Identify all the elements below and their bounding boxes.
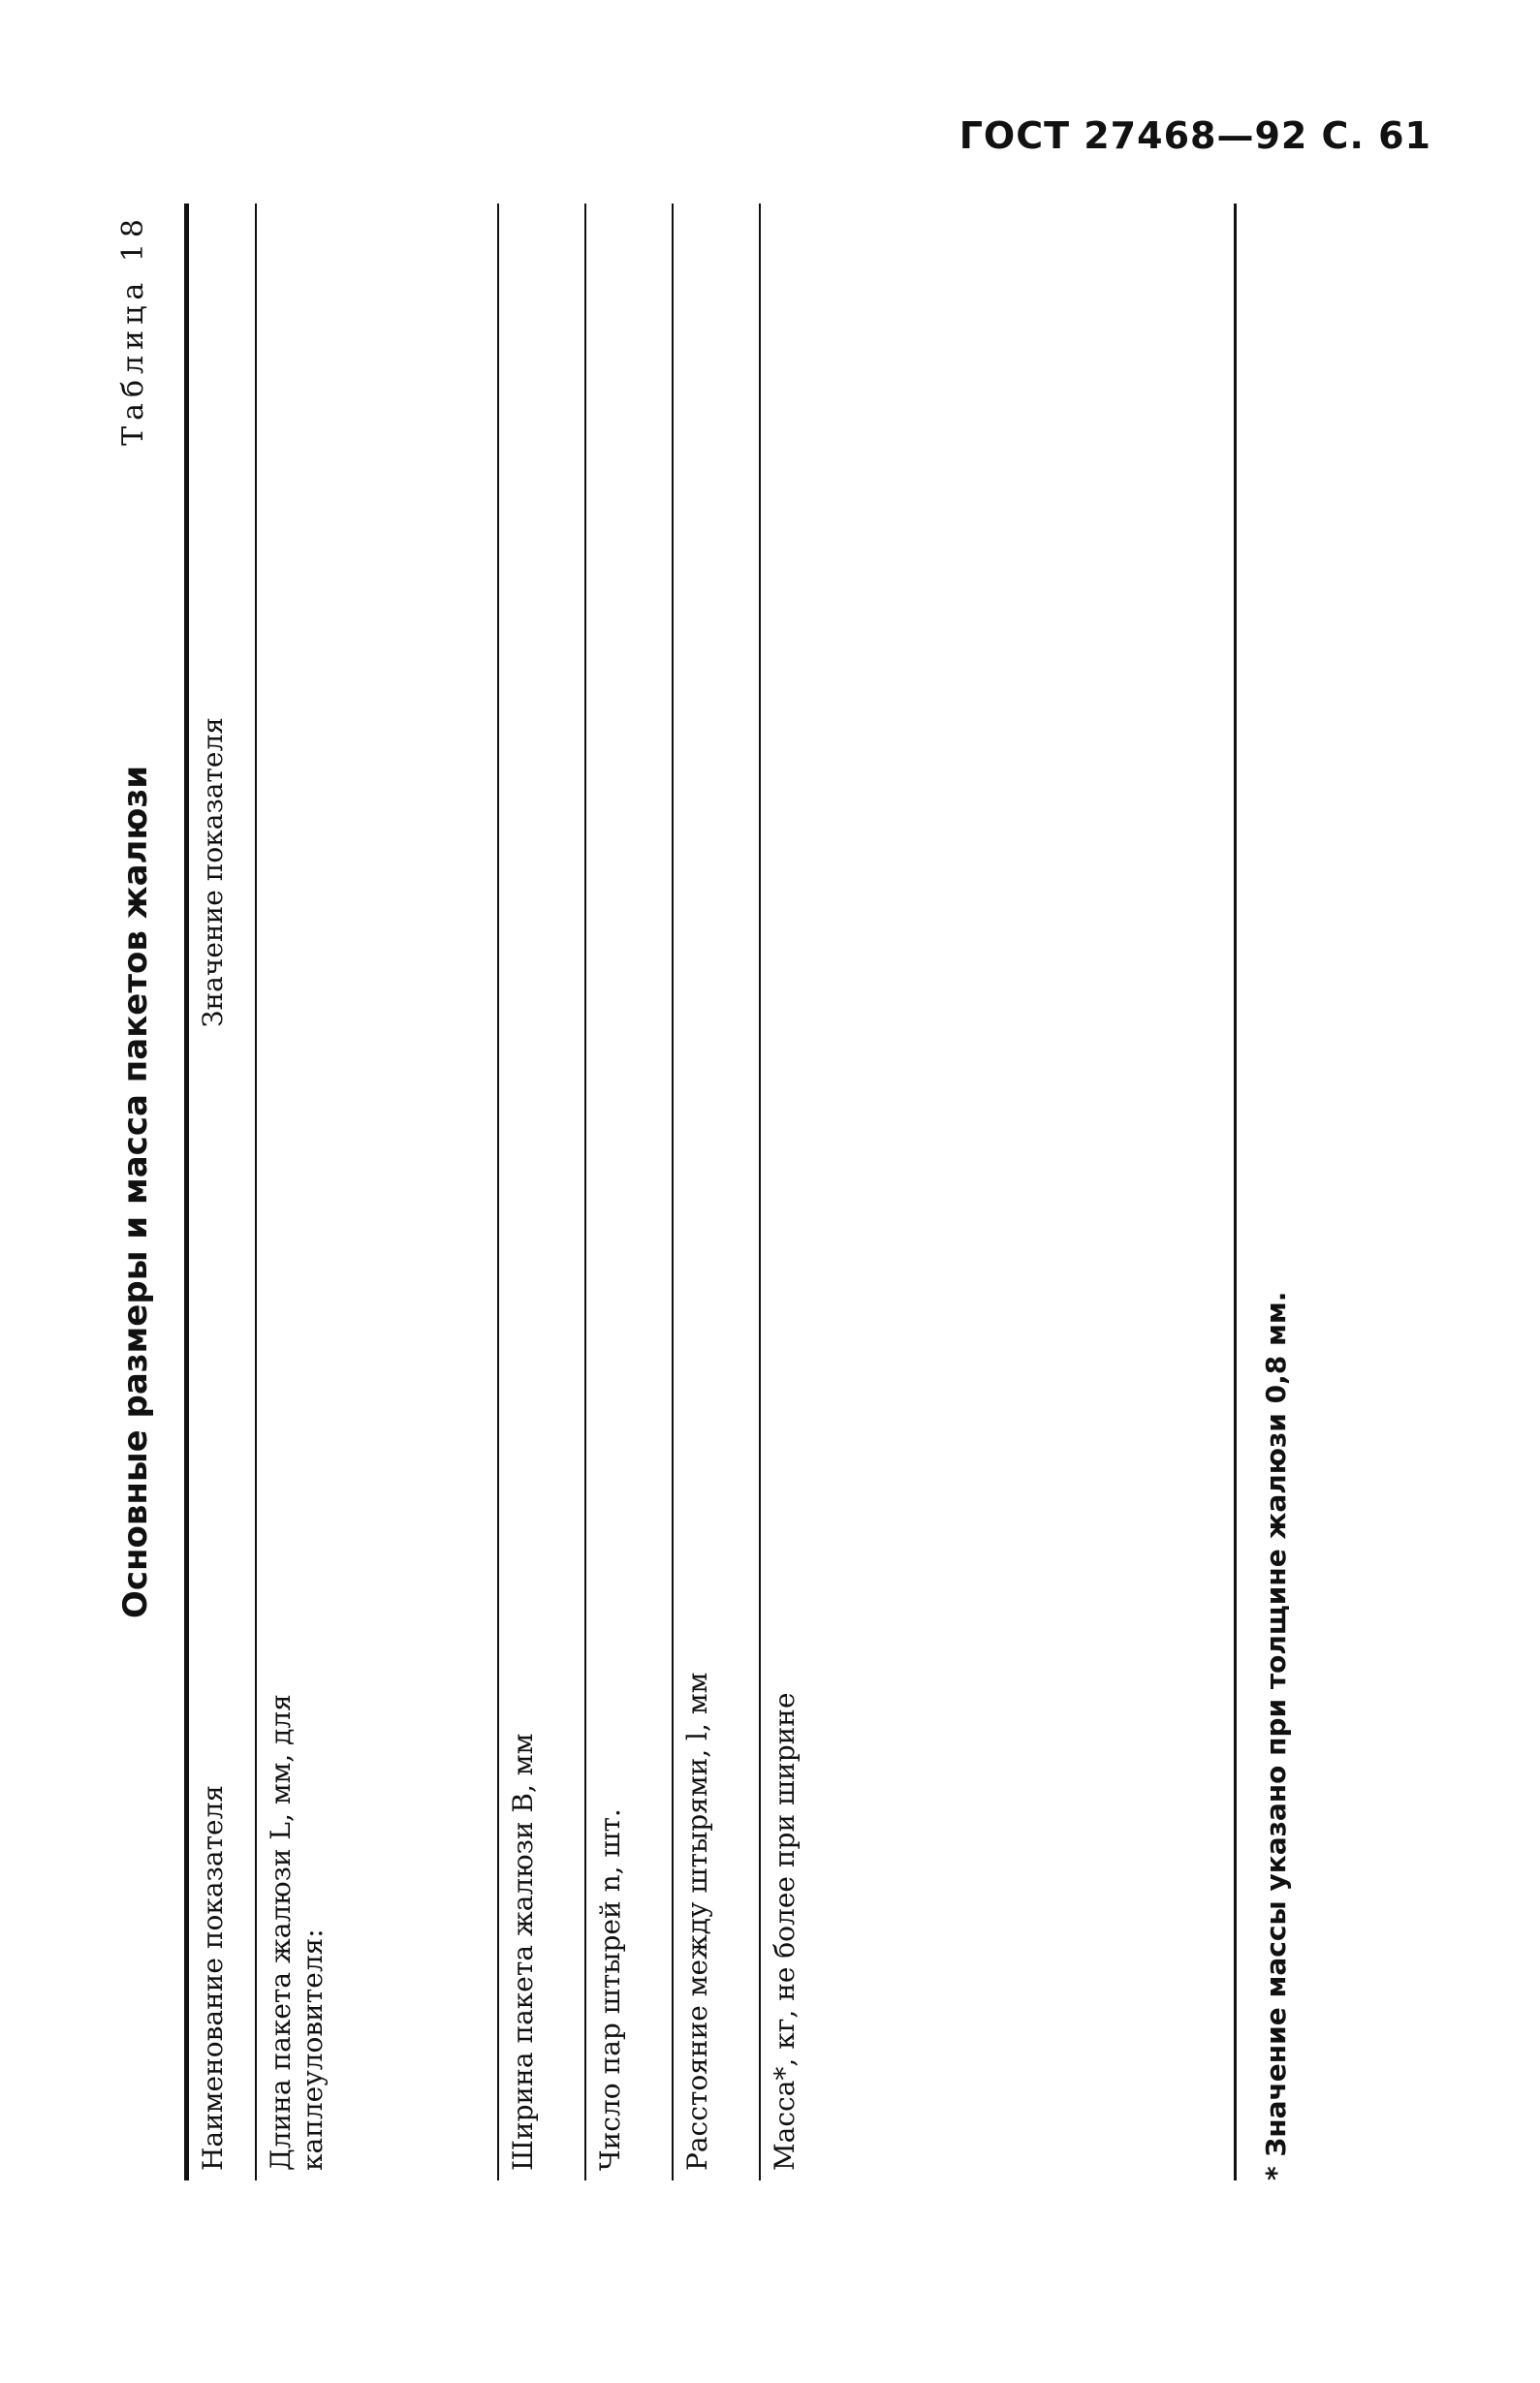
table-row (584, 204, 674, 2180)
table-row (255, 204, 499, 2180)
column-header-name: Наименование показателя (197, 1784, 229, 2171)
page-header: ГОСТ 27468—92 С. 61 (959, 114, 1431, 157)
table-title: Основные размеры и масса пакетов жалюзи (116, 765, 155, 1619)
row-label: Длина пакета жалюзи L, мм, для каплеуловителя: (265, 1694, 329, 2171)
table-row (759, 204, 1236, 2180)
column-header-value: Значение показателя (197, 717, 229, 1027)
footnote: * Значение массы указано при толщине жалюзи 0,8 мм. (1260, 1291, 1292, 2180)
row-label: Масса*, кг, не более при ширине (769, 1692, 801, 2171)
table-header-row (187, 204, 257, 2180)
row-label: Число пар штырей n, шт. (594, 1808, 626, 2171)
table-row (672, 204, 761, 2180)
row-label: Расстояние между штырями, l, мм (681, 1672, 713, 2171)
row-label: Ширина пакета жалюзи B, мм (507, 1733, 539, 2171)
table-row (497, 204, 586, 2180)
table-frame (184, 204, 1237, 2180)
table-number: Таблица 18 (116, 213, 150, 446)
rotated-table-region (116, 204, 1396, 2180)
